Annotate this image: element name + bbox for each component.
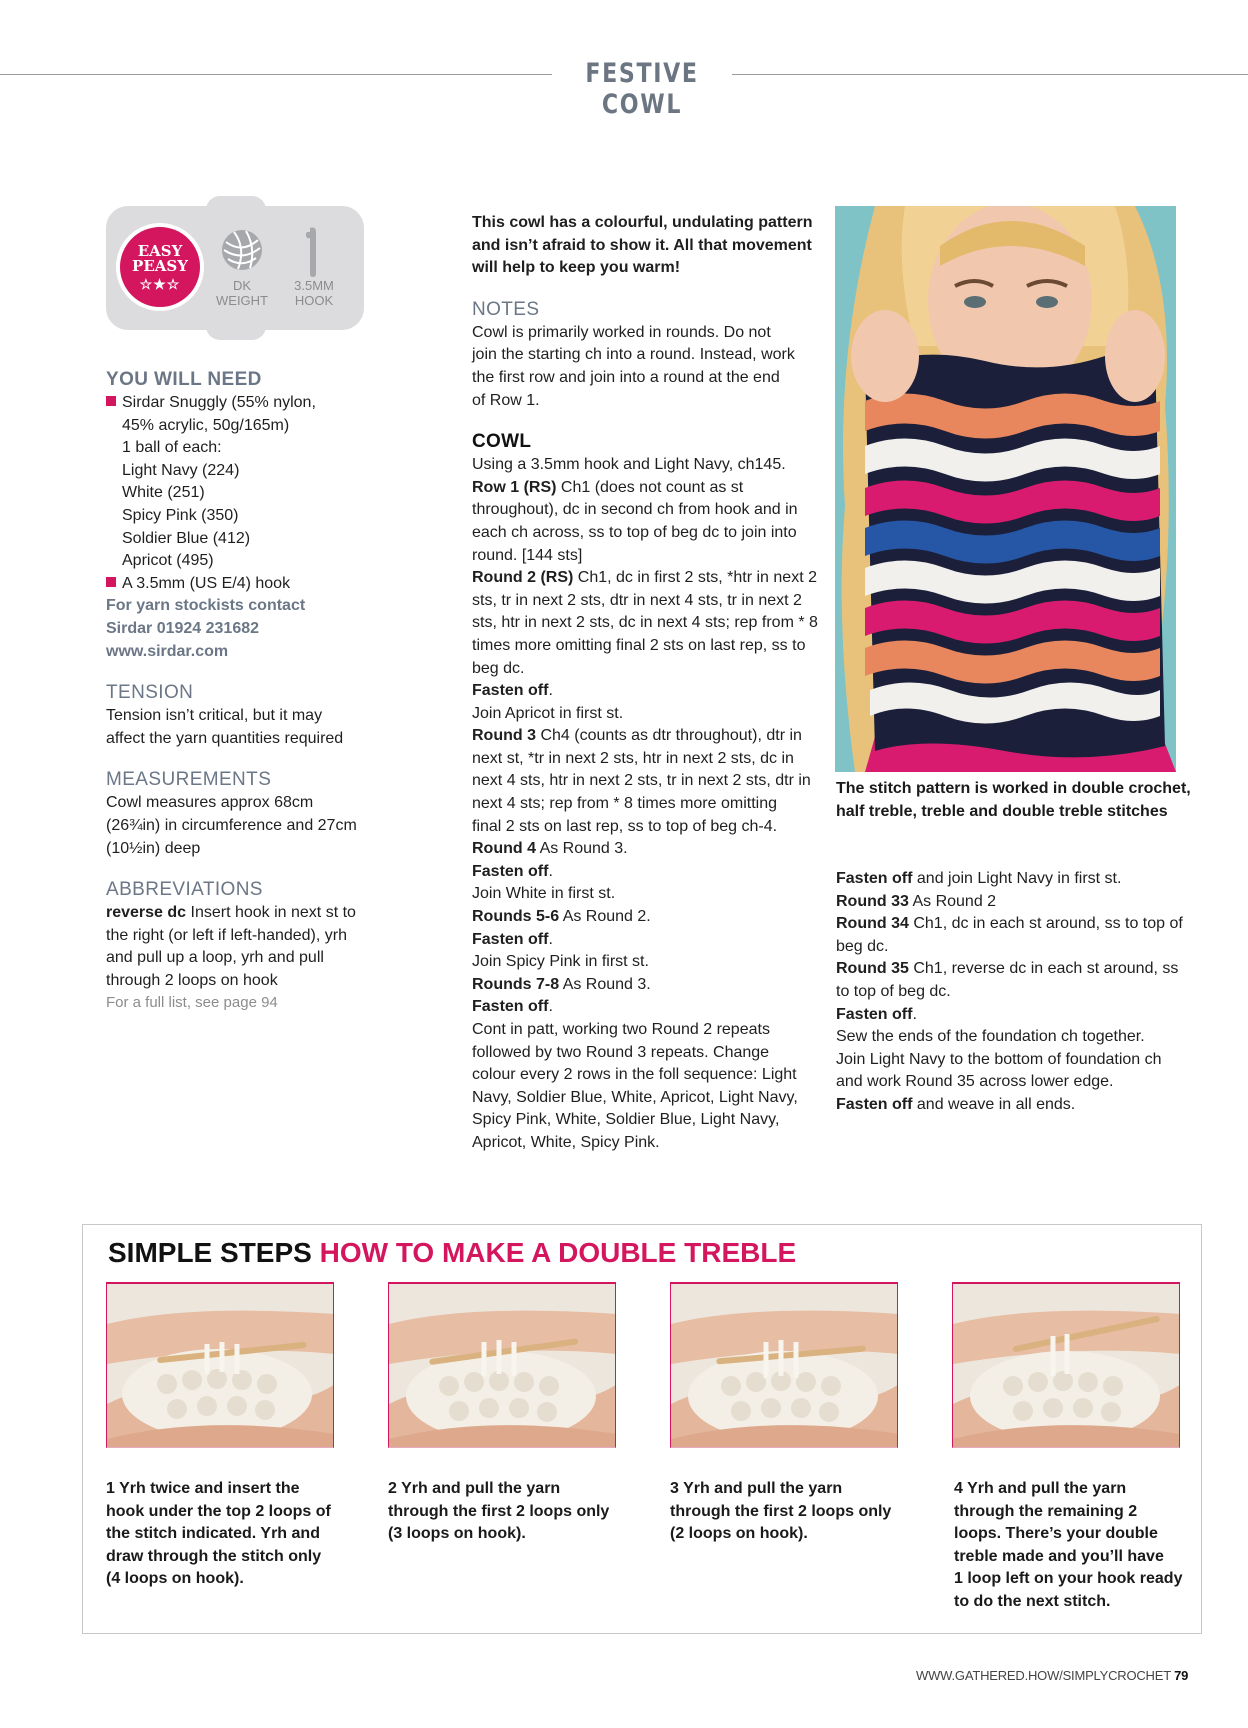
pattern-line: Navy, Soldier Blue, White, Apricot, Light Navy, xyxy=(472,1088,798,1106)
pattern-line: Sew the ends of the foundation ch together. xyxy=(836,1028,1145,1046)
fasten-off-line: Fasten off. xyxy=(472,998,553,1016)
pattern-line: Join White in first st. xyxy=(472,885,616,903)
difficulty-line1: EASY xyxy=(137,242,183,260)
crochet-hands-illustration xyxy=(671,1284,898,1448)
footer xyxy=(916,1668,1188,1683)
page-title: FESTIVE COWL xyxy=(585,58,699,120)
cowl-heading: COWL xyxy=(472,431,532,453)
yarn-ball-icon xyxy=(220,228,264,272)
pattern-line: each ch across, ss to top of beg dc to join into xyxy=(472,523,797,541)
round33: Round 33 As Round 2 xyxy=(836,892,997,910)
fasten-off-line: Fasten off. xyxy=(472,682,553,700)
step-4-text: 4 Yrh and pull the yarn through the remaining 2 loops. There’s your double treble made and you’ll have 1 loop left on your hook ready to do the next stitch. xyxy=(954,1480,1183,1610)
model-wearing-cowl-image xyxy=(835,206,1176,772)
hook-label: 3.5MM HOOK xyxy=(294,278,334,308)
stockist-contact: For yarn stockists contact xyxy=(106,597,306,615)
colour-item: Soldier Blue (412) xyxy=(122,529,251,547)
simple-steps-title: SIMPLE STEPS HOW TO MAKE A DOUBLE TREBLE xyxy=(108,1237,797,1268)
pattern-line: sts, htr in next 2 sts, dc in next 4 sts; rep from * 8 xyxy=(472,614,818,632)
difficulty-line2: PEASY xyxy=(132,257,188,275)
stockist-phone: Sirdar 01924 231682 xyxy=(106,619,260,637)
header-rule-right xyxy=(732,74,1248,75)
stockist-website: www.sirdar.com xyxy=(106,642,229,660)
intro-text: will help to keep you warm! xyxy=(472,259,681,277)
pattern-line: beg dc. xyxy=(472,659,525,677)
pattern-line: Using a 3.5mm hook and Light Navy, ch145. xyxy=(472,456,786,474)
pattern-line: followed by two Round 3 repeats. Change xyxy=(472,1043,770,1061)
crochet-hands-illustration xyxy=(107,1284,334,1448)
photo-caption: The stitch pattern is worked in double crochet, half treble, treble and double treble stitches xyxy=(836,780,1191,820)
fasten-off-line: Fasten off. xyxy=(472,862,553,880)
step-3-image xyxy=(670,1282,898,1448)
notes-text: join the starting ch into a round. Instead, work xyxy=(472,346,795,364)
colour-item: Spicy Pink (350) xyxy=(122,506,239,524)
pattern-line: next st, *tr in next 2 sts, htr in next 2 sts, dc in xyxy=(472,749,794,767)
notes-text: the first row and join into a round at the end xyxy=(472,368,780,386)
colour-item: Light Navy (224) xyxy=(122,461,240,479)
pattern-line: and work Round 35 across lower edge. xyxy=(836,1073,1114,1091)
intro-text: and isn’t afraid to show it. All that movement xyxy=(472,236,812,254)
round35: Round 35 Ch1, reverse dc in each st around, ss xyxy=(836,960,1179,978)
footer-url[interactable]: WWW.GATHERED.HOW/SIMPLYCROCHET xyxy=(916,1668,1171,1683)
left-column xyxy=(106,368,406,1015)
step-3-text: 3 Yrh and pull the yarn through the first 2 loops only (2 loops on hook). xyxy=(670,1480,892,1543)
pattern-line: colour every 2 rows in the foll sequence: Light xyxy=(472,1066,797,1084)
abbreviation-def: and pull up a loop, yrh and pull xyxy=(106,949,324,967)
middle-column xyxy=(472,212,822,1155)
pattern-line: Join Light Navy to the bottom of foundation ch xyxy=(836,1050,1162,1068)
step-1-image xyxy=(106,1282,334,1448)
you-will-need-heading: YOU WILL NEED xyxy=(106,369,262,390)
colour-item: Apricot (495) xyxy=(122,552,214,570)
step-1-text: 1 Yrh twice and insert the hook under the top 2 loops of the stitch indicated. Yrh and draw through the stitch only (4 loops on hook). xyxy=(106,1480,331,1588)
intro-text: This cowl has a colourful, undulating pattern xyxy=(472,214,813,231)
yarn-composition: 45% acrylic, 50g/165m) xyxy=(122,416,290,434)
colour-item: White (251) xyxy=(122,484,205,502)
round2: Round 2 (RS) Ch1, dc in first 2 sts, *htr in next 2 xyxy=(472,569,817,587)
pattern-line: round. [144 sts] xyxy=(472,546,583,564)
hook-item: A 3.5mm (US E/4) hook xyxy=(106,573,406,596)
abbreviation-def: the right (or left if left-handed), yrh xyxy=(106,926,347,944)
pattern-line: next 4 sts, htr in next 2 sts, tr in next 2 sts, dtr in xyxy=(472,772,811,790)
pattern-line: final 2 sts on last rep, ss to top of beg ch-4. xyxy=(472,817,778,835)
notes-text: of Row 1. xyxy=(472,391,540,409)
fasten-off-weave: Fasten off and weave in all ends. xyxy=(836,1095,1076,1113)
pattern-line: Join Apricot in first st. xyxy=(472,704,624,722)
fasten-off-line: Fasten off. xyxy=(836,1005,917,1023)
yarn-quantity: 1 ball of each: xyxy=(122,439,222,457)
round4: Round 4 As Round 3. xyxy=(472,840,628,858)
measurements-text: (26¾in) in circumference and 27cm xyxy=(106,816,357,834)
round34: Round 34 Ch1, dc in each st around, ss to top of xyxy=(836,915,1183,933)
step-4-image xyxy=(952,1282,1180,1448)
abbreviation-entry: reverse dc Insert hook in next st to xyxy=(106,904,356,922)
rounds-7-8: Rounds 7-8 As Round 3. xyxy=(472,975,651,993)
easy-peasy-badge xyxy=(116,223,204,311)
pattern-line: Join Spicy Pink in first st. xyxy=(472,953,649,971)
tension-text: affect the yarn quantities required xyxy=(106,729,344,747)
pattern-line: Apricot, White, Spicy Pink. xyxy=(472,1133,660,1151)
pattern-line: beg dc. xyxy=(836,937,889,955)
measurements-text: Cowl measures approx 68cm xyxy=(106,794,314,812)
measurements-heading: MEASUREMENTS xyxy=(106,769,272,791)
pattern-line: Spicy Pink, White, Soldier Blue, Light Navy, xyxy=(472,1111,780,1129)
full-list-link[interactable]: For a full list, see page 94 xyxy=(106,994,278,1012)
pattern-line: next 4 sts; rep from * 8 times more omitting xyxy=(472,795,777,813)
pattern-line: times more omitting final 2 sts on last rep, ss to xyxy=(472,636,806,654)
abbreviation-def: through 2 loops on hook xyxy=(106,971,278,989)
notes-heading: NOTES xyxy=(472,298,540,320)
tension-text: Tension isn’t critical, but it may xyxy=(106,707,323,725)
step-2-image xyxy=(388,1282,616,1448)
difficulty-badge-panel xyxy=(106,206,364,330)
round3: Round 3 Ch4 (counts as dtr throughout), dtr in xyxy=(472,727,802,745)
pattern-line: sts, tr in next 2 sts, dtr in next 4 sts, tr in next 2 xyxy=(472,591,802,609)
difficulty-stars: ☆★☆ xyxy=(139,277,181,293)
header-rule-left xyxy=(0,74,552,75)
page-number: 79 xyxy=(1174,1668,1189,1683)
pattern-line: Cont in patt, working two Round 2 repeats xyxy=(472,1021,770,1038)
fasten-off-line: Fasten off. xyxy=(472,930,553,948)
tension-heading: TENSION xyxy=(106,682,194,704)
step-2-text: 2 Yrh and pull the yarn through the first 2 loops only (3 loops on hook). xyxy=(388,1480,610,1543)
weight-label: DK WEIGHT xyxy=(216,278,268,308)
notes-text: Cowl is primarily worked in rounds. Do not xyxy=(472,323,771,341)
row1: Row 1 (RS) Ch1 (does not count as st xyxy=(472,478,744,496)
crochet-hook-icon xyxy=(302,226,324,278)
rounds-5-6: Rounds 5-6 As Round 2. xyxy=(472,908,651,926)
measurements-text: (10½in) deep xyxy=(106,839,201,857)
crochet-hands-illustration xyxy=(953,1284,1180,1448)
pattern-line: throughout), dc in second ch from hook and in xyxy=(472,501,798,519)
pattern-line: to top of beg dc. xyxy=(836,982,951,1000)
fasten-off-join-navy: Fasten off and join Light Navy in first st. xyxy=(836,870,1122,887)
abbreviations-heading: ABBREVIATIONS xyxy=(106,879,263,901)
right-column xyxy=(836,868,1186,1117)
cowl-photo xyxy=(835,206,1176,772)
yarn-item: Sirdar Snuggly (55% nylon, xyxy=(106,392,406,415)
crochet-hands-illustration xyxy=(389,1284,616,1448)
